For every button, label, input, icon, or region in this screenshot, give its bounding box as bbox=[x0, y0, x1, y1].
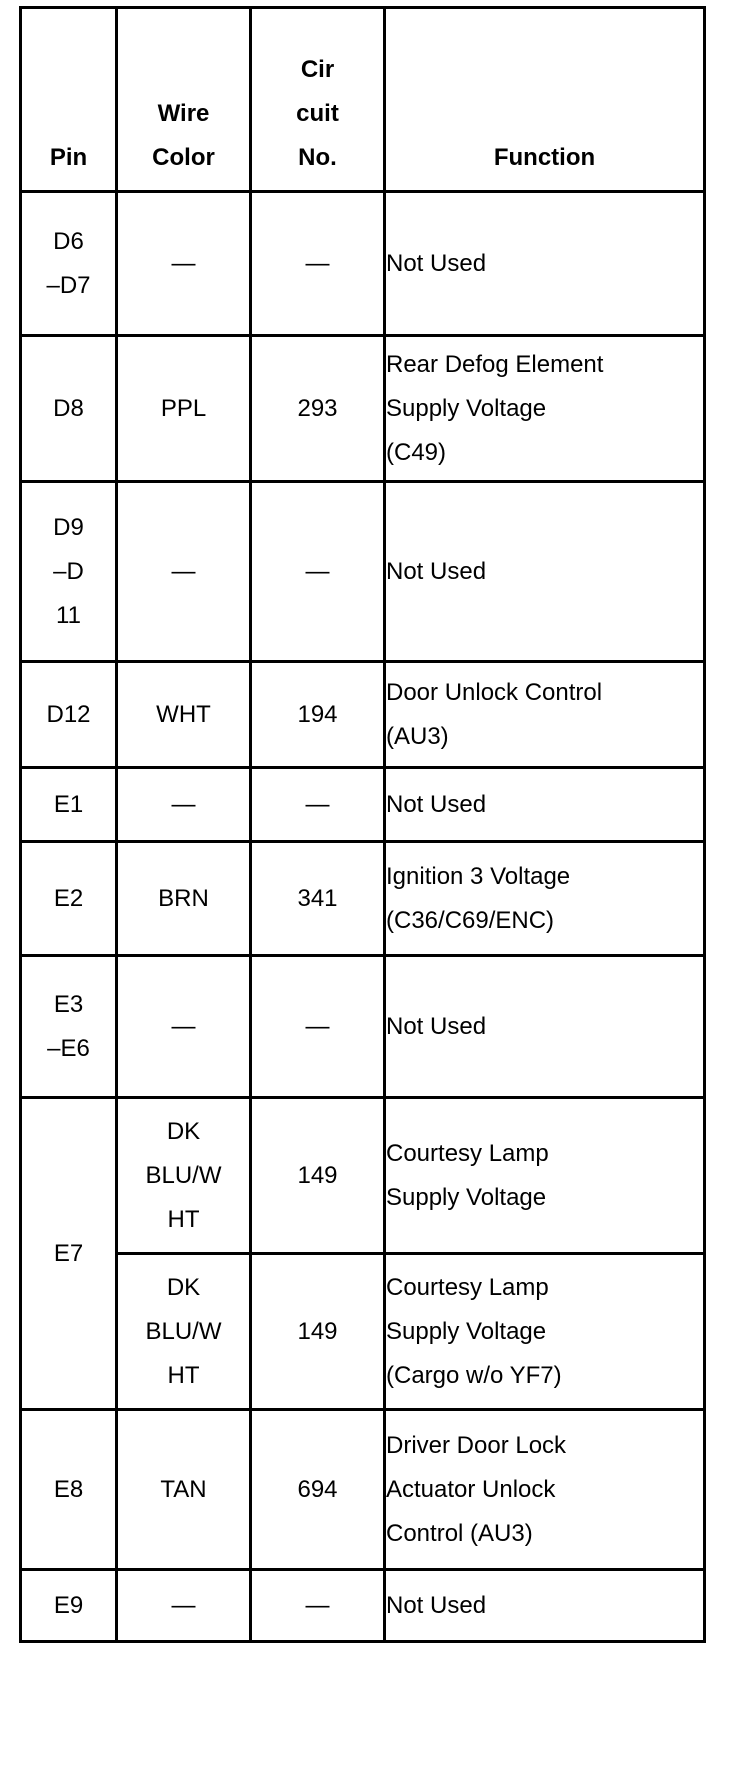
function-cell: Courtesy Lamp Supply Voltage bbox=[385, 1098, 705, 1254]
circuit-cell: — bbox=[251, 956, 385, 1098]
pin-cell: D8 bbox=[21, 336, 117, 482]
pin-cell: E8 bbox=[21, 1410, 117, 1570]
wire-color-cell: — bbox=[117, 1570, 251, 1642]
connector-pinout-table bbox=[19, 6, 706, 1643]
table-row bbox=[21, 482, 705, 662]
table-row bbox=[21, 1098, 705, 1254]
pin-cell: D12 bbox=[21, 662, 117, 768]
header-function: Function bbox=[385, 8, 705, 192]
table-row bbox=[21, 768, 705, 842]
function-cell: Not Used bbox=[385, 482, 705, 662]
wire-color-cell: WHT bbox=[117, 662, 251, 768]
function-cell: Not Used bbox=[385, 192, 705, 336]
function-cell: Rear Defog Element Supply Voltage (C49) bbox=[385, 336, 705, 482]
circuit-cell: — bbox=[251, 482, 385, 662]
wire-color-cell: — bbox=[117, 192, 251, 336]
wire-color-cell: DK BLU/W HT bbox=[117, 1254, 251, 1410]
header-pin: Pin bbox=[21, 8, 117, 192]
header-wire-color: Wire Color bbox=[117, 8, 251, 192]
pin-cell: E3 –E6 bbox=[21, 956, 117, 1098]
pin-cell: D6 –D7 bbox=[21, 192, 117, 336]
function-cell: Ignition 3 Voltage (C36/C69/ENC) bbox=[385, 842, 705, 956]
function-cell: Driver Door Lock Actuator Unlock Control (AU3) bbox=[385, 1410, 705, 1570]
table-row bbox=[21, 1254, 705, 1410]
wire-color-cell: PPL bbox=[117, 336, 251, 482]
function-cell: Not Used bbox=[385, 1570, 705, 1642]
wire-color-cell: DK BLU/W HT bbox=[117, 1098, 251, 1254]
circuit-cell: 149 bbox=[251, 1098, 385, 1254]
circuit-cell: 293 bbox=[251, 336, 385, 482]
wire-color-cell: BRN bbox=[117, 842, 251, 956]
pin-cell: E7 bbox=[21, 1098, 117, 1410]
table-row bbox=[21, 956, 705, 1098]
circuit-cell: — bbox=[251, 1570, 385, 1642]
circuit-cell: — bbox=[251, 192, 385, 336]
pin-cell: E2 bbox=[21, 842, 117, 956]
wire-color-cell: — bbox=[117, 956, 251, 1098]
function-cell: Door Unlock Control (AU3) bbox=[385, 662, 705, 768]
pin-cell: E1 bbox=[21, 768, 117, 842]
circuit-cell: — bbox=[251, 768, 385, 842]
function-cell: Not Used bbox=[385, 768, 705, 842]
header-row bbox=[21, 8, 705, 192]
table-row bbox=[21, 192, 705, 336]
circuit-cell: 341 bbox=[251, 842, 385, 956]
table-row bbox=[21, 842, 705, 956]
table-row bbox=[21, 1570, 705, 1642]
circuit-cell: 149 bbox=[251, 1254, 385, 1410]
pin-cell: D9 –D 11 bbox=[21, 482, 117, 662]
function-cell: Not Used bbox=[385, 956, 705, 1098]
pin-cell: E9 bbox=[21, 1570, 117, 1642]
header-circuit-no: Cir cuit No. bbox=[251, 8, 385, 192]
circuit-cell: 694 bbox=[251, 1410, 385, 1570]
function-cell: Courtesy Lamp Supply Voltage (Cargo w/o YF7) bbox=[385, 1254, 705, 1410]
table-row bbox=[21, 662, 705, 768]
wire-color-cell: — bbox=[117, 482, 251, 662]
table-row bbox=[21, 336, 705, 482]
wire-color-cell: — bbox=[117, 768, 251, 842]
wire-color-cell: TAN bbox=[117, 1410, 251, 1570]
circuit-cell: 194 bbox=[251, 662, 385, 768]
table-row bbox=[21, 1410, 705, 1570]
